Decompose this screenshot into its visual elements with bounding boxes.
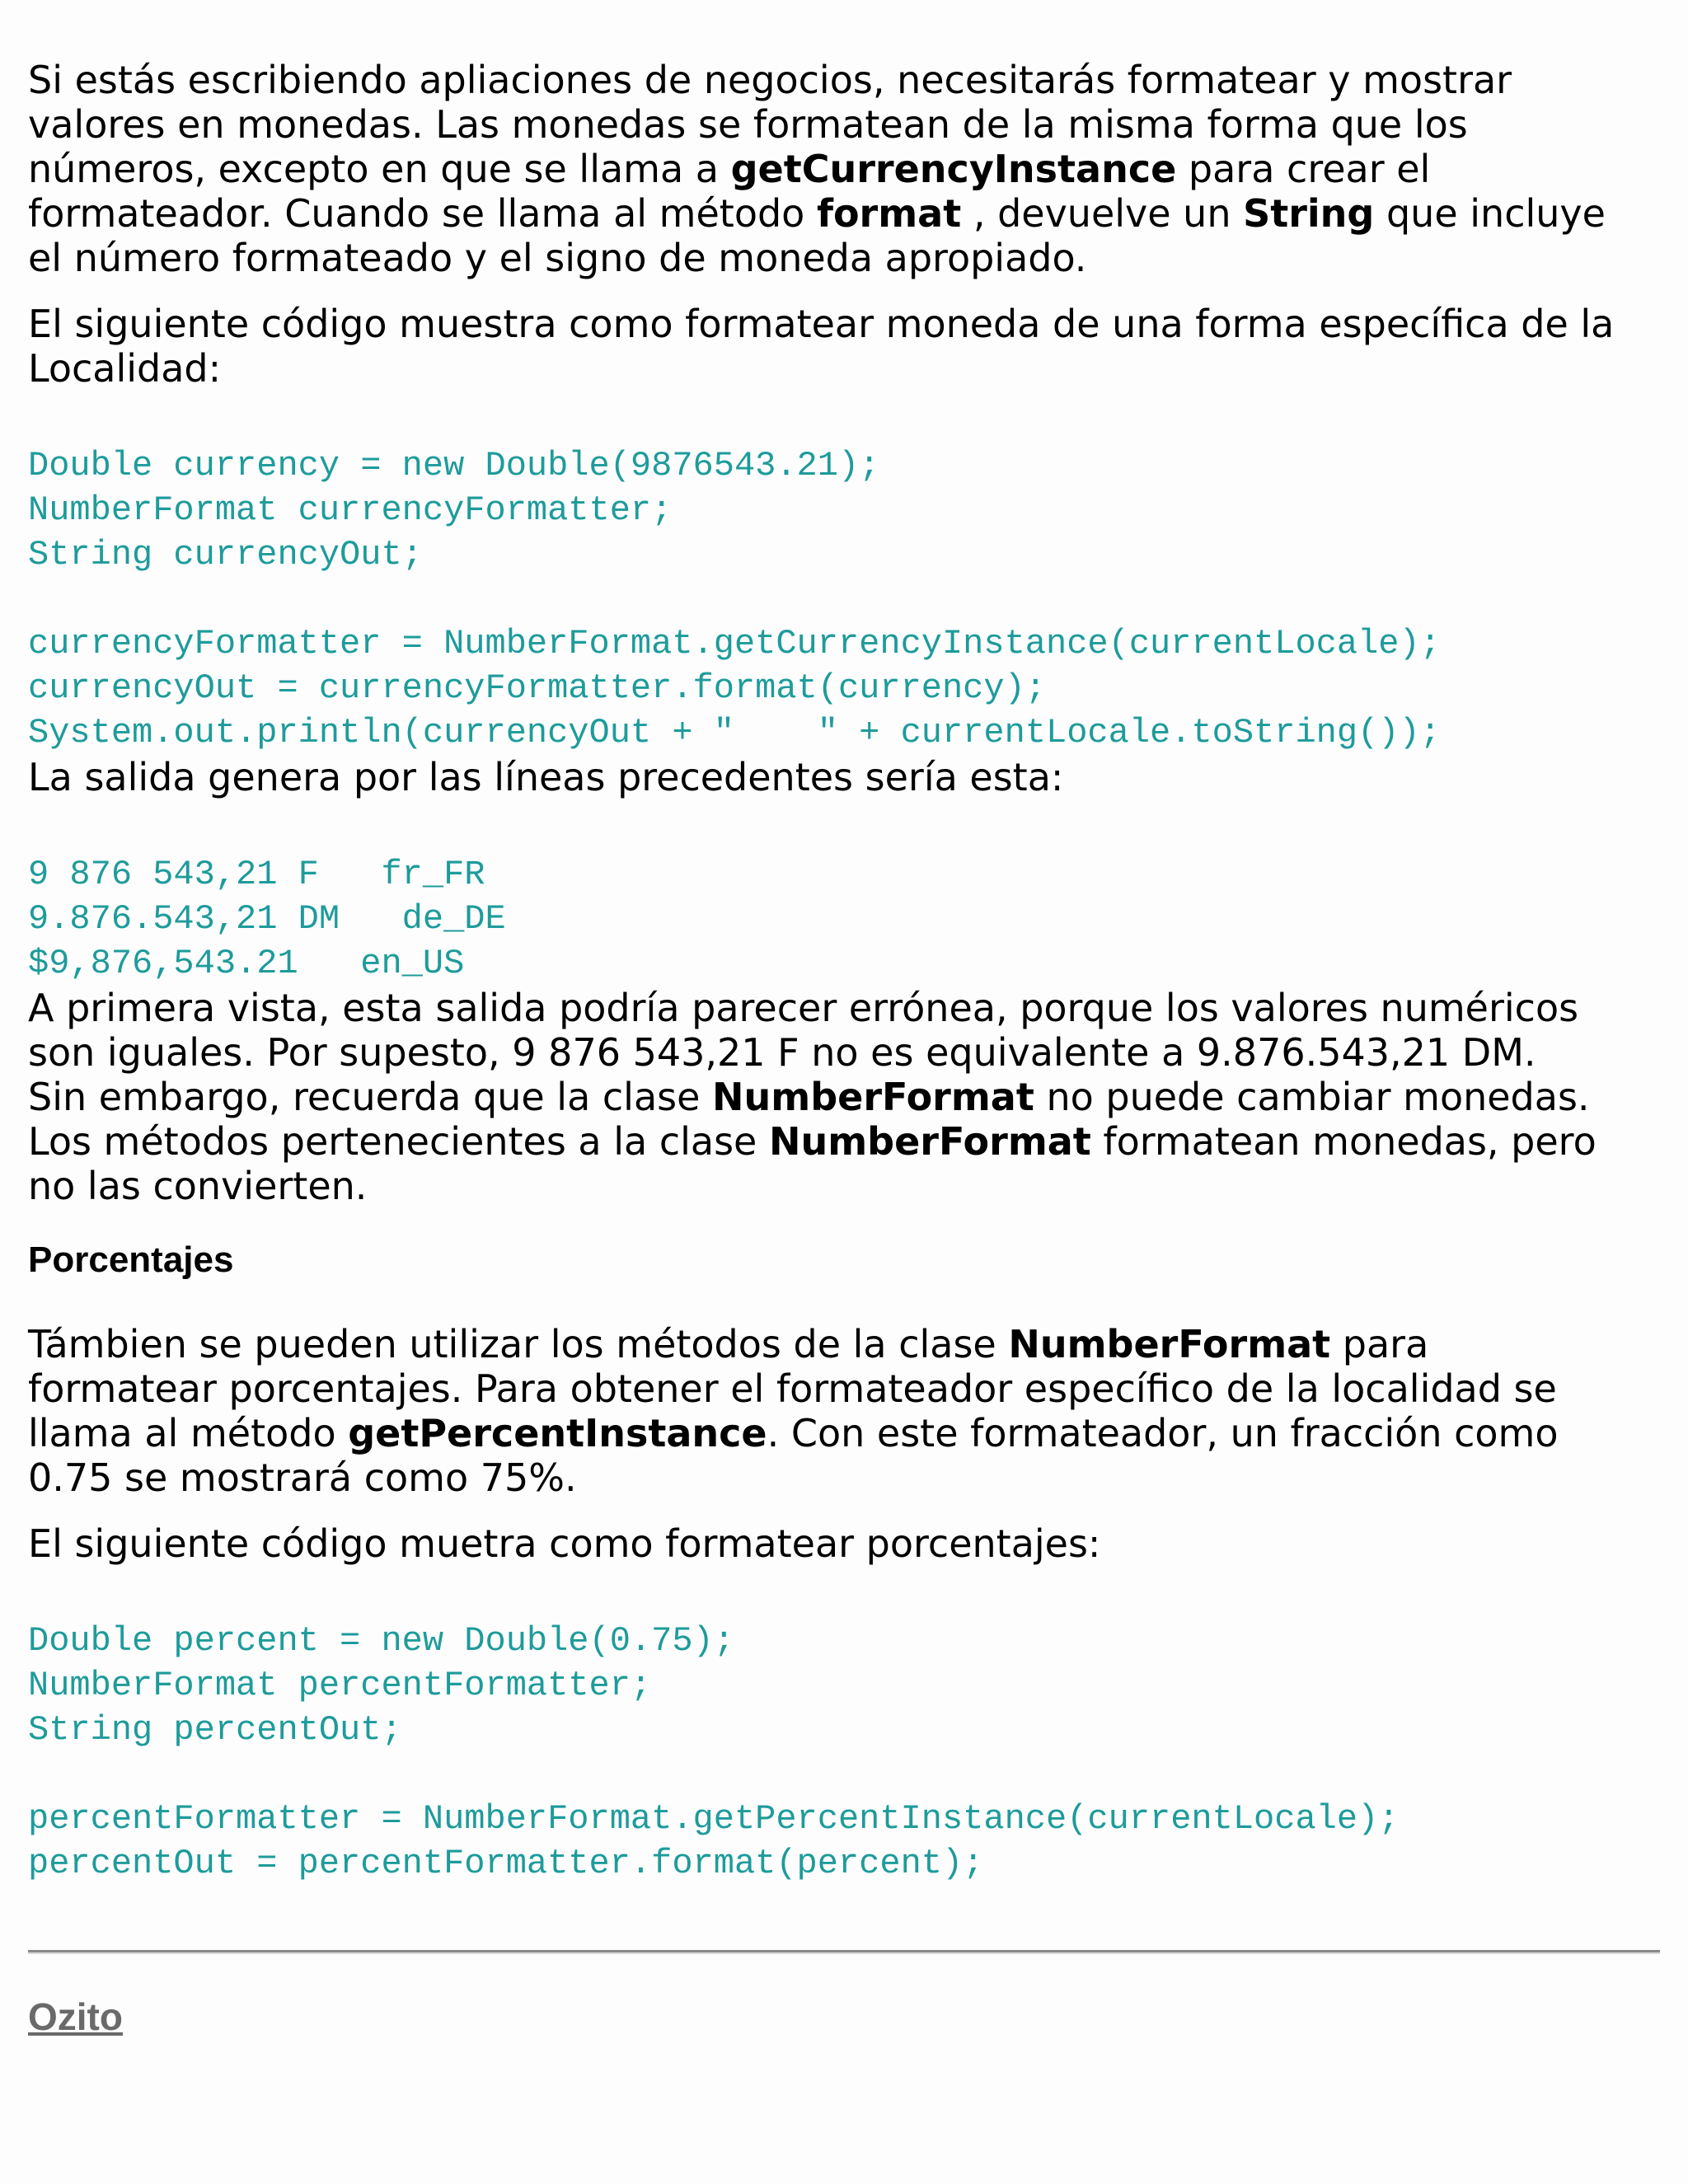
percent-code-intro: El siguiente código muetra como formatear porcentajes: — [28, 1521, 1101, 1566]
output-intro: La salida genera por las líneas precedentes sería esta: — [28, 755, 1064, 799]
intro-text-1: Si estás escribiendo apliaciones de negocios, necesitarás formatear y mostrar valores en monedas. Las monedas se formatean de la misma forma que los números, excepto en que se llama a — [28, 58, 1512, 191]
currency-output-block: 9 876 543,21 F fr_FR 9.876.543,21 DM de_DE $9,876,543.21 en_US — [28, 855, 506, 983]
horizontal-divider — [28, 1950, 1660, 1954]
percent-code-block: Double percent = new Double(0.75); NumberFormat percentFormatter; String percentOut; percentFormatter = NumberFormat.getPercentInstance(currentLocale); percentOut = percentFormatter.format(percent); — [28, 1621, 1400, 1883]
intro-bold-format: format — [816, 191, 962, 236]
explanation-text-2: no puede cambiar monedas. Los métodos pertenecientes a la clase — [28, 1075, 1590, 1164]
document-content — [28, 58, 1660, 1886]
percent-bold-numberformat: NumberFormat — [1008, 1322, 1331, 1366]
intro-text-3: , devuelve un — [961, 191, 1244, 236]
intro-text-4: que incluye el número formateado y el signo de moneda apropiado. — [28, 191, 1606, 280]
explanation-paragraph — [28, 986, 1660, 1208]
explanation-text-3: formatean monedas, pero no las convierten. — [28, 1119, 1597, 1208]
explanation-bold-numberformat-2: NumberFormat — [768, 1119, 1091, 1164]
explanation-bold-numberformat-1: NumberFormat — [712, 1075, 1034, 1119]
percent-bold-getpercentinstance: getPercentInstance — [348, 1411, 767, 1455]
intro-paragraph — [28, 58, 1660, 280]
intro-bold-string: String — [1243, 191, 1375, 236]
currency-code-block: Double currency = new Double(9876543.21); NumberFormat currencyFormatter; String currencyOut; currencyFormatter = NumberFormat.getCurrencyInstance(currentLocale); currencyOut = currencyFormatter.format(currency); System.out.println(currencyOut + " " + currentLocale.toString()); — [28, 446, 1441, 752]
percent-text-1: Támbien se pueden utilizar los métodos de la clase — [28, 1322, 1009, 1366]
intro-bold-getcurrencyinstance: getCurrencyInstance — [730, 147, 1177, 191]
percent-text-2: para formatear porcentajes. Para obtener el formateador específico de la localidad se llama al método — [28, 1322, 1557, 1455]
section-heading-porcentajes: Porcentajes — [28, 1240, 234, 1280]
percent-text-3: . Con este formateador, un fracción como 0.75 se mostrará como 75%. — [28, 1411, 1559, 1500]
intro-text-2: para crear el formateador. Cuando se llama al método — [28, 147, 1431, 236]
currency-code-intro: El siguiente código muestra como formatear moneda de una forma específica de la Localidad: — [28, 302, 1615, 391]
percent-paragraph — [28, 1322, 1660, 1500]
ozito-link[interactable]: Ozito — [28, 1995, 123, 2038]
explanation-text-1: A primera vista, esta salida podría parecer errónea, porque los valores numéricos son iguales. Por supesto, 9 876 543,21 F no es equivalente a 9.876.543,21 DM. Sin embargo, recuerda que la clase — [28, 986, 1579, 1119]
